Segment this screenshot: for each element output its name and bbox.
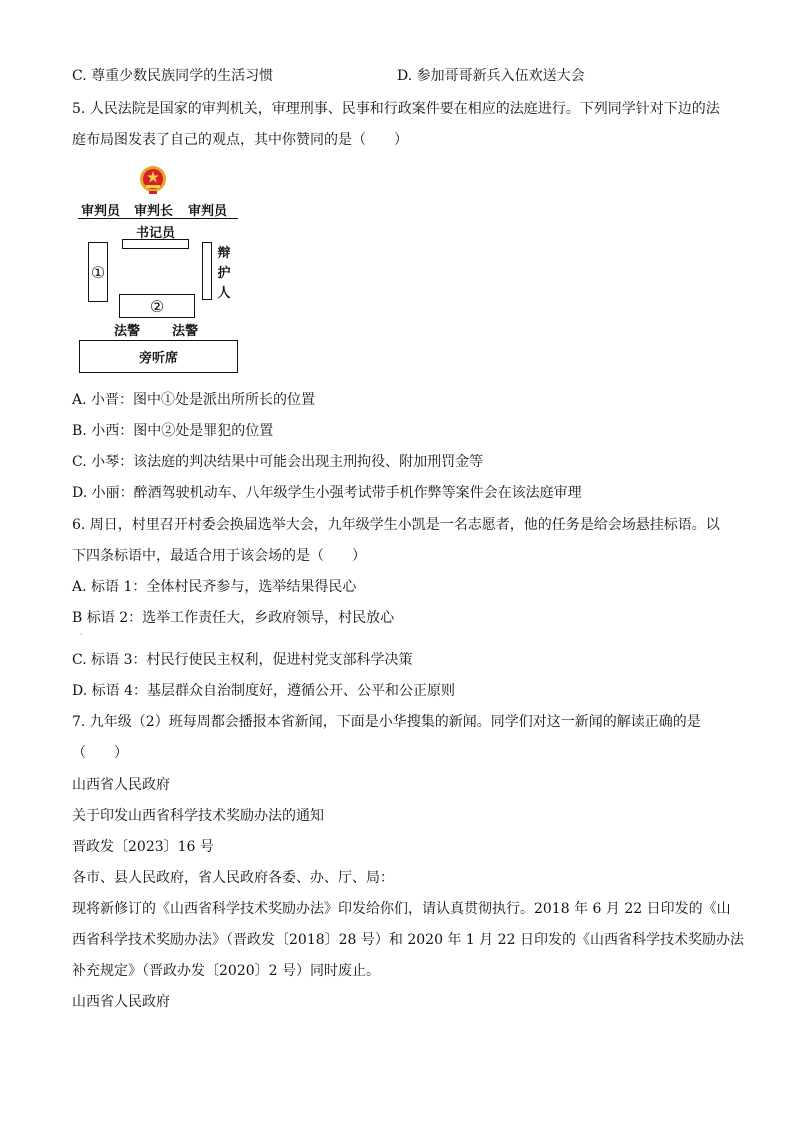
notice-body-line2: 西省科学技术奖励办法》（晋政发〔2018〕28 号）和 2020 年 1 月 22 日印发的《山西省科学技术奖励办法 xyxy=(72,932,744,948)
q6-stem-line1: 6. 周日，村里召开村委会换届选举大会，九年级学生小凯是一名志愿者，他的任务是给会场悬挂标语。以 xyxy=(72,517,720,533)
bailiff-left-label: 法警 xyxy=(114,324,141,339)
q5-option-a: A. 小晋：图中①处是派出所所长的位置 xyxy=(72,392,316,408)
seat-2-label: ② xyxy=(149,296,165,316)
notice-body-line3: 补充规定》（晋政办发〔2020〕2 号）同时废止。 xyxy=(72,963,380,979)
q5-option-c: C. 小琴：该法庭的判决结果中可能会出现主刑拘役、附加刑罚金等 xyxy=(72,454,484,470)
notice-issuer: 山西省人民政府 xyxy=(72,777,170,793)
gallery-label: 旁听席 xyxy=(138,351,178,366)
seat-2-box xyxy=(119,294,195,318)
judge-chief-label: 审判长 xyxy=(134,204,174,219)
q7-stem-line2: （ ） xyxy=(72,745,128,761)
q6-option-c: C. 标语 3：村民行使民主权利，促进村党支部科学决策 xyxy=(72,652,413,668)
gallery-box xyxy=(79,340,238,373)
q5-stem-line1: 5. 人民法院是国家的审判机关，审理刑事、民事和行政案件要在相应的法庭进行。下列同学针对下边的法 xyxy=(72,101,720,117)
q5-option-d: D. 小丽：醉酒驾驶机动车、八年级学生小强考试带手机作弊等案件会在该法庭审理 xyxy=(72,485,582,501)
q5-option-b: B. 小西：图中②处是罪犯的位置 xyxy=(72,423,274,439)
q6-option-b: B 标语 2：选举工作责任大，乡政府领导，村民放心 xyxy=(72,610,395,626)
clerk-desk xyxy=(122,239,189,249)
bench-line xyxy=(78,218,238,219)
clerk-label: 书记员 xyxy=(136,226,176,241)
notice-body-line1: 现将新修订的《山西省科学技术奖励办法》印发给你们，请认真贯彻执行。2018 年 6 月 22 日印发的《山 xyxy=(72,901,731,917)
q6-option-a: A. 标语 1：全体村民齐参与，选举结果得民心 xyxy=(72,579,357,595)
courtroom-diagram xyxy=(72,160,252,380)
q4-option-d: D. 参加哥哥新兵入伍欢送大会 xyxy=(397,68,585,84)
q5-stem-line2: 庭布局图发表了自己的观点，其中你赞同的是（ ） xyxy=(72,132,408,148)
defender-label: 辩 护 人 xyxy=(217,246,231,301)
notice-signature: 山西省人民政府 xyxy=(72,994,170,1010)
notice-title: 关于印发山西省科学技术奖励办法的通知 xyxy=(72,808,324,824)
defender-desk xyxy=(202,242,212,300)
q7-stem-line1: 7. 九年级（2）班每周都会播报本省新闻，下面是小华搜集的新闻。同学们对这一新闻的解读正确的是 xyxy=(72,714,701,730)
notice-number: 晋政发〔2023〕16 号 xyxy=(72,839,214,855)
seat-1-box xyxy=(88,242,108,302)
judge-left-label: 审判员 xyxy=(81,204,121,219)
q4-option-c: C. 尊重少数民族同学的生活习惯 xyxy=(72,68,274,84)
judge-right-label: 审判员 xyxy=(188,204,228,219)
bailiff-right-label: 法警 xyxy=(172,324,199,339)
q6-stem-line2: 下四条标语中，最适合用于该会场的是（ ） xyxy=(72,548,366,564)
seat-1-label: ① xyxy=(90,262,106,282)
national-emblem-icon xyxy=(137,164,169,196)
stray-dot: · xyxy=(80,630,83,639)
notice-recipients: 各市、县人民政府，省人民政府各委、办、厅、局： xyxy=(72,870,394,886)
q6-option-d: D. 标语 4：基层群众自治制度好，遵循公开、公平和公正原则 xyxy=(72,683,455,699)
